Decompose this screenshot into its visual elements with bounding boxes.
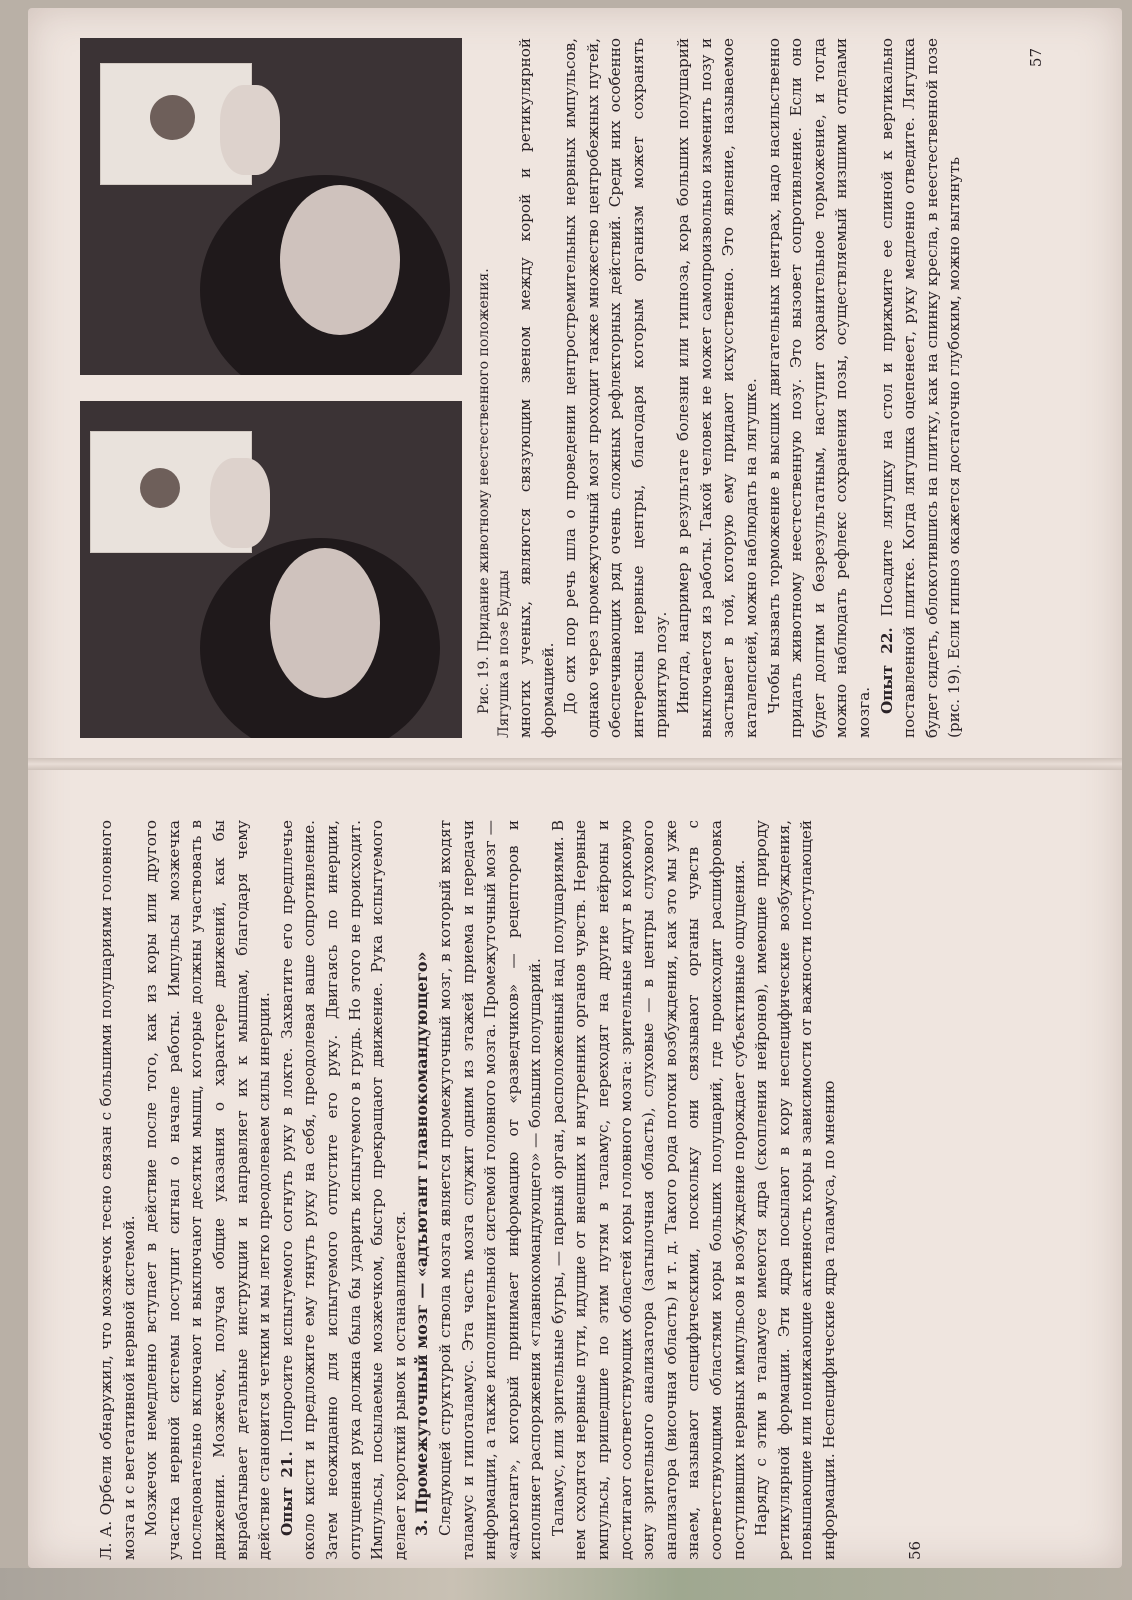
figure-19 <box>80 38 462 738</box>
experiment-label: Опыт 21. <box>277 1451 296 1536</box>
paragraph: многих ученых, являются связующим звеном между корой и ретикулярной формацией. <box>516 38 557 738</box>
figure-photo-left <box>80 401 462 738</box>
section-heading: 3. Промежуточный мозг — «адъютант главнокомандующего» <box>412 951 432 1536</box>
page-number: 56 <box>906 1540 925 1560</box>
experiment-21 <box>276 820 412 1560</box>
figure-caption <box>474 38 514 738</box>
table-surface <box>0 1568 1132 1600</box>
experiment-text: Попросите испытуемого согнуть руку в локте. Захватите его предплечье около кисти и предложите ему тянуть руку на себя, преодолевая ваше сопротивление. Затем неожиданно для испытуемого отпустите его руку. Двигаясь по инерции, отпущенная рука должна была бы ударить испытуемого в грудь. Но этого не происходит. Импульсы, посылаемые мозжечком, быстро прекращают движение. Рука испытуемого делает короткий рывок и останавливается. <box>277 820 409 1560</box>
paragraph: Мозжечок немедленно вступает в действие после того, как из коры или другого участка нервной системы поступит сигнал о начале работы. Импульсы мозжечка последовательно включают и выключают десятки мышц, которые должны участвовать в движении. Мозжечок, получая общие указания о характере движений, как бы вырабатывает детальные инструкции и направляет их к мышцам, благодаря чему действие становится четким и мы легко преодолеваем силы инерции. <box>142 820 274 1560</box>
page-number: 57 <box>1027 48 1046 68</box>
experiment-text: Посадите лягушку на стол и прижмите ее спиной к вертикально поставленной плитке. Когда лягушка оцепенеет, руку медленно отведите. Лягушка будет сидеть, облокотившись на плитку, как на спинку кресла, в неестественной позе (рис. 19). Если гипноз окажется достаточно глубоким, можно вытянуть <box>877 38 964 738</box>
paragraph: Следующей структурой ствола мозга является промежуточный мозг, в который входят таламус и гипоталамус. Эта часть мозга служит одним из этажей приема и передачи информации, а также исполнительной системой головного мозга. Промежуточный мозг — «адъютант», который принимает информацию от «разведчиков» — рецепторов и исполняет распоряжения «главнокомандующего» — больших полушарий. <box>435 820 545 1560</box>
paragraph: Л. А. Орбели обнаружил, что мозжечок тесно связан с большими полушариями головного мозга и с вегетативной нервной системой. <box>97 820 138 1560</box>
page-56 <box>95 820 925 1560</box>
experiment-label: Опыт 22. <box>877 627 896 714</box>
experiment-22 <box>876 38 966 738</box>
paragraph: Таламус, или зрительные бугры, — парный орган, расположенный над полушариями. В нем сходятся нервные пути, идущие от внешних и внутренних органов чувств. Нервные импульсы, пришедшие по этим путям в таламус, переходят на другие нейроны и достигают соответствующих областей коры головного мозга: зрительные идут в корковую зону зрительного анализатора (затылочная область), слуховые — в центры слухового анализатора (височная область) и т. д. Такого рода потоки возбуждения, как это мы уже знаем, называют специфическими, поскольку они связывают органы чувств с соответствующими областями коры больших полушарий, где происходит расшифровка поступивших нервных импульсов и возбуждение порождает субъективные ощущения. <box>548 820 748 1560</box>
paragraph: Иногда, например в результате болезни или гипноза, кора больших полушарий выключается из работы. Такой человек не может самопроизвольно изменить позу и застывает в той, которую ему придают искусственно. Это явление, называемое каталепсией, можно наблюдать на лягушке. <box>674 38 760 738</box>
caption-line-1: Рис. 19. Придание животному неестественного положения. <box>476 268 492 714</box>
page-57 <box>80 38 1046 738</box>
paragraph: Наряду с этим в таламусе имеются ядра (скопления нейронов), имеющие природу ретикулярной формации. Эти ядра посылают в кору неспецифические возбуждения, повышающие или понижающие активность коры в зависимости от важности поступающей информации. Неспецифические ядра таламуса, по мнению <box>752 820 838 1560</box>
paragraph: До сих пор речь шла о проведении центростремительных нервных импульсов, однако через промежуточный мозг проходит также множество центробежных путей, обеспечивающих ряд очень сложных рефлекторных действий. Среди них особенно интересны нервные центры, благодаря которым организм может сохранять принятую позу. <box>561 38 670 738</box>
figure-photo-right <box>80 38 462 375</box>
caption-line-2: Лягушка в позе Будды <box>496 569 512 738</box>
book-gutter <box>28 758 1122 770</box>
paragraph: Чтобы вызвать торможение в высших двигательных центрах, надо насильственно придать животному неестественную позу. Это вызовет сопротивление. Если оно будет долгим и безрезультатным, наступит охранительное торможение, и тогда можно наблюдать рефлекс сохранения позы, осуществляемый низшими отделами мозга. <box>764 38 873 738</box>
